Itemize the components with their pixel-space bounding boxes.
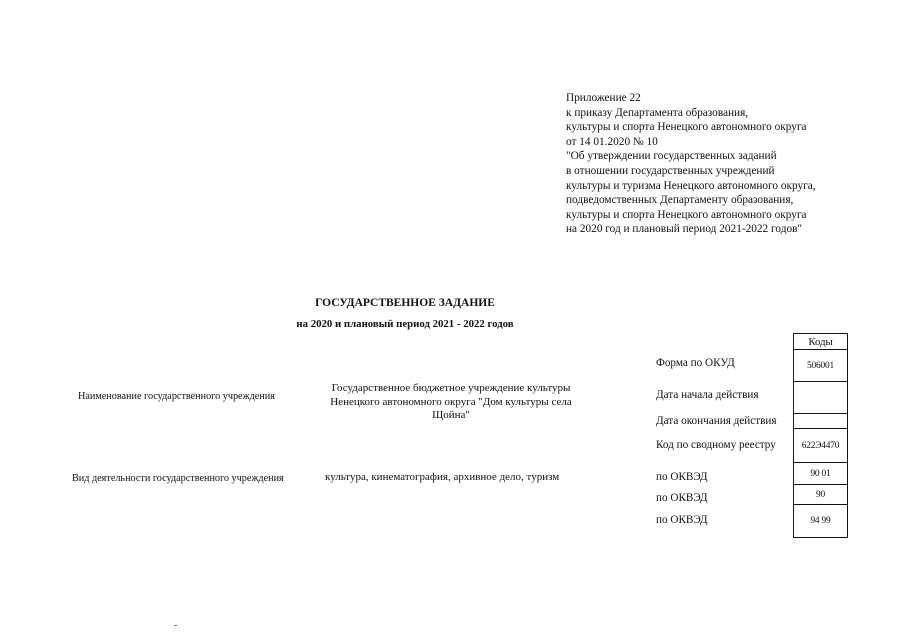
scan-speck [174,625,177,626]
code-label-okud: Форма по ОКУД [656,357,735,369]
code-label-end-date: Дата окончания действия [656,415,777,427]
annex-line: в отношении государственных учреждений [566,164,775,177]
code-value-registry: 622Э4470 [794,428,847,462]
code-value-start-date [794,381,847,413]
code-label-okved-2: по ОКВЭД [656,492,708,504]
code-value-okved-3: 94 99 [794,504,847,537]
code-label-registry: Код по сводному реестру [656,439,776,451]
annex-block [566,91,816,237]
code-label-okved-3: по ОКВЭД [656,514,708,526]
document-title: ГОСУДАРСТВЕННОЕ ЗАДАНИЕ [315,297,495,309]
annex-line: к приказу Департамента образования, [566,106,749,119]
annex-line: "Об утверждении государственных заданий [566,150,777,163]
annex-line: Приложение 22 [566,92,641,104]
code-value-end-date [794,413,847,428]
annex-line: от 14 01.2020 № 10 [566,135,658,148]
code-label-start-date: Дата начала действия [656,389,759,401]
codes-header: Коды [794,333,847,349]
annex-line: подведомственных Департаменту образования, [566,194,794,207]
annex-line: культуры и спорта Ненецкого автономного округа [566,208,807,221]
code-value-okved-1: 90 01 [794,462,847,484]
codes-table [793,333,848,538]
institution-name: Государственное бюджетное учреждение культуры Ненецкого автономного округа "Дом культуры села Щойна" [330,382,572,422]
code-label-okved-1: по ОКВЭД [656,471,708,483]
annex-line: культуры и туризма Ненецкого автономного округа, [566,179,816,192]
activity-value: культура, кинематография, архивное дело, туризм [325,471,560,483]
institution-label: Наименование государственного учреждения [78,391,275,402]
activity-label: Вид деятельности государственного учреждения [72,473,284,484]
document-period: на 2020 и плановый период 2021 - 2022 годов [296,318,514,330]
code-value-okved-2: 90 [794,484,847,504]
annex-line: на 2020 год и плановый период 2021-2022 годов" [566,223,803,236]
code-value-okud: 506001 [794,349,847,381]
annex-line: культуры и спорта Ненецкого автономного округа [566,121,807,134]
